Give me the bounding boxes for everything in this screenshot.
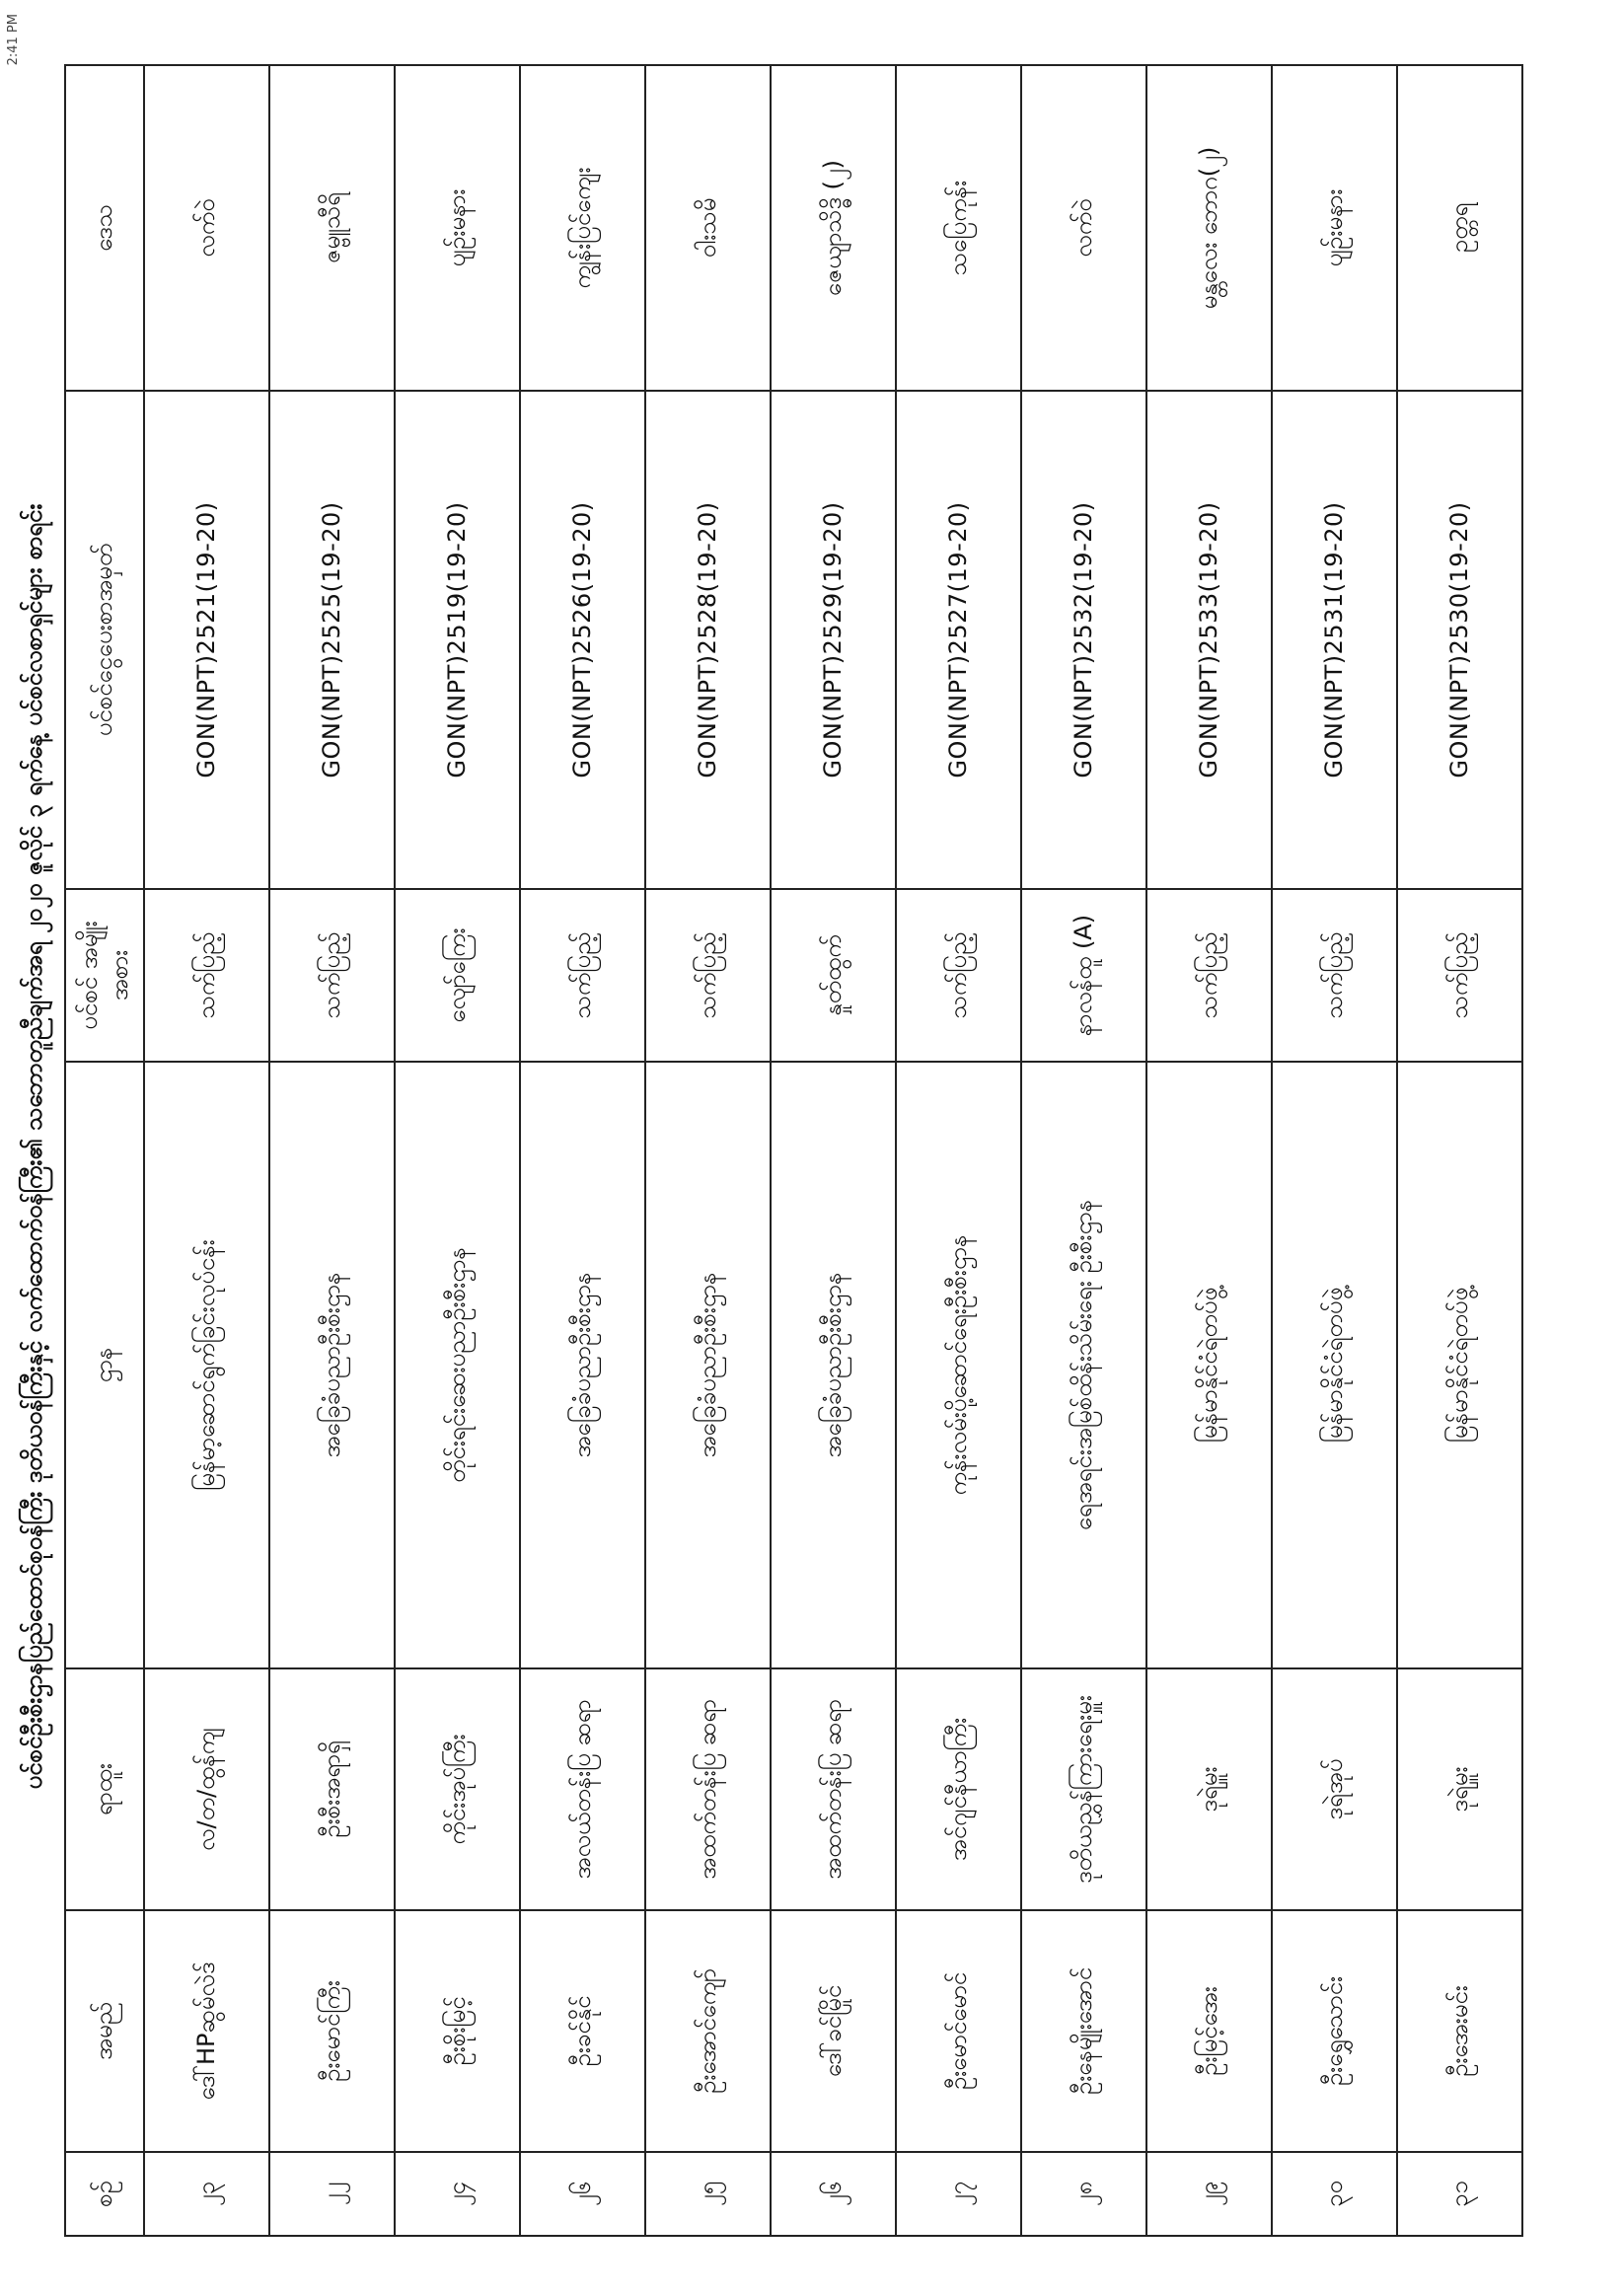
cell-pension-type: သက်ပြည့် xyxy=(269,889,395,1062)
cell-rank: အလယ်တန်းပြ ဆရာ xyxy=(520,1668,645,1910)
table-header-row xyxy=(65,65,144,2236)
pension-table xyxy=(64,64,1523,2237)
cell-rank: အထက်တန်းပြ ဆရာ xyxy=(771,1668,896,1910)
cell-no: ၂၆ xyxy=(520,2152,645,2236)
cell-order-no: GON(NPT)2526(19-20) xyxy=(520,391,645,889)
header-rank: ရာထူး xyxy=(65,1668,144,1910)
header-pension-type: ပင်စင် အမျိုးအစား xyxy=(65,889,144,1062)
header-no: စဉ် xyxy=(65,2152,144,2236)
cell-order-no: GON(NPT)2532(19-20) xyxy=(1021,391,1146,889)
cell-dept: တိုင်းရင်းဆေးပညာဦးစီးဌာန xyxy=(395,1062,520,1668)
table-row xyxy=(144,65,269,2236)
cell-dept: မြန်မာနိုင်ငံရဲတပ်ဖွဲ့ xyxy=(1272,1062,1397,1668)
cell-no: ၂၉ xyxy=(1146,2152,1272,2236)
cell-name: ဦးမောင်ကြီး xyxy=(269,1910,395,2152)
table-row xyxy=(269,65,395,2236)
cell-dept: မြန်မာနိုင်ငံရဲတပ်ဖွဲ့ xyxy=(1397,1062,1522,1668)
cell-rank: လ/တ/ထွန်ကျ xyxy=(144,1668,269,1910)
cell-pension-type: သက်ပြည့် xyxy=(144,889,269,1062)
cell-dept: မြန်မာနိုင်ငံရဲတပ်ဖွဲ့ xyxy=(1146,1062,1272,1668)
cell-order-no: GON(NPT)2527(19-20) xyxy=(896,391,1021,889)
cell-order-no: GON(NPT)2530(19-20) xyxy=(1397,391,1522,889)
cell-dept: အခြေခံပညာဦးစီးဌာန xyxy=(520,1062,645,1668)
cell-name: ဦးအောင်ကျော် xyxy=(645,1910,771,2152)
cell-order-no: GON(NPT)2521(19-20) xyxy=(144,391,269,889)
cell-no: ၂၇ xyxy=(896,2152,1021,2236)
cell-rank: ဒုတိယညွှန်ကြားရေးမှူး xyxy=(1021,1668,1146,1910)
table-row xyxy=(1397,65,1522,2236)
print-timestamp: 2:41 PM xyxy=(6,14,21,66)
cell-name: ဒေါ်ခင်မြိုင် xyxy=(771,1910,896,2152)
cell-name: ဒေါ်HPဆွမ်လဲဒ် xyxy=(144,1910,269,2152)
cell-name: ဦးမောင်မောင် xyxy=(896,1910,1021,2152)
cell-dept: ရေအရင်းအမြစ်ထိန်းသိမ်းရေး ဦးစီးဌာန xyxy=(1021,1062,1146,1668)
cell-rank: ဒုရဲမှူး xyxy=(1146,1668,1272,1910)
cell-pension-type: သက်ပြည့် xyxy=(1146,889,1272,1062)
cell-pension-type: သက်ပြည့် xyxy=(645,889,771,1062)
cell-dept: မြန်မာ့ဆောင်ရွက်ခြင်းလုပ်ငန်း xyxy=(144,1062,269,1668)
cell-township: လက်ဝဲ xyxy=(1021,65,1146,391)
cell-dept: အခြေခံပညာဦးစီးဌာန xyxy=(645,1062,771,1668)
cell-name: ဦးအေးမင်း xyxy=(1397,1910,1522,2152)
cell-rank: ဦးစီးအရာရှိ xyxy=(269,1668,395,1910)
cell-township: ဥတ္တရ xyxy=(1397,65,1522,391)
cell-name: ဦးစိုးမြင့် xyxy=(395,1910,520,2152)
table-row xyxy=(395,65,520,2236)
cell-name: ဦးမြင့်အေး xyxy=(1146,1910,1272,2152)
table-row xyxy=(771,65,896,2236)
cell-township: လက်ဝဲ xyxy=(144,65,269,391)
cell-no: ၂၂ xyxy=(269,2152,395,2236)
cell-no: ၂၃ xyxy=(144,2152,269,2236)
cell-township: ပျဉ်းမနား xyxy=(1272,65,1397,391)
cell-rank: အထက်တန်းပြ ဆရာ xyxy=(645,1668,771,1910)
cell-township: မန္တလေး ဘောဂ(၂) xyxy=(1146,65,1272,391)
cell-no: ၂၈ xyxy=(1021,2152,1146,2236)
cell-order-no: GON(NPT)2533(19-20) xyxy=(1146,391,1272,889)
cell-rank: ဒုရဲအုပ် xyxy=(1272,1668,1397,1910)
document-title: ပင်စင်ဦးစီးဌာနပြည်ထောင်စုဝန်ကြီး ဒုတိယဝန်ကြီးနှင့် လက်ထောက်ဝန်ကြီး၏ သဘောတူညီချက်အရ ၂၀၂၀ ဇူလိုင် ၃ ရက်နေ့ ပင်စင်လစာရှင်များ စာရင်း xyxy=(20,503,47,1790)
table-row xyxy=(520,65,645,2236)
cell-name: ဦးနေမျိုးအောင် xyxy=(1021,1910,1146,2152)
cell-pension-type: သက်ပြည့် xyxy=(1397,889,1522,1062)
cell-name: ဦးရွှေသောင်း xyxy=(1272,1910,1397,2152)
cell-pension-type: နှုတ်ထွက် xyxy=(771,889,896,1062)
cell-order-no: GON(NPT)2529(19-20) xyxy=(771,391,896,889)
table-row xyxy=(1021,65,1146,2236)
cell-township: ပျဉ်းမနား xyxy=(395,65,520,391)
cell-pension-type: သက်ပြည့် xyxy=(520,889,645,1062)
cell-no: ၂၆ xyxy=(771,2152,896,2236)
cell-name: ဦးခင်နိုင် xyxy=(520,1910,645,2152)
header-order-no: ပင်စင်ငွေပေးစာအမှတ် xyxy=(65,391,144,889)
cell-pension-type: လျော်ကြေး xyxy=(395,889,520,1062)
cell-no: ၃၁ xyxy=(1397,2152,1522,2236)
cell-no: ၂၅ xyxy=(645,2152,771,2236)
cell-rank: အင်ဂျင်နီယာကြီး xyxy=(896,1668,1021,1910)
cell-rank: ဒုရဲမှူး xyxy=(1397,1668,1522,1910)
header-name: အမည် xyxy=(65,1910,144,2152)
table-row xyxy=(1146,65,1272,2236)
cell-dept: အခြေခံပညာဦးစီးဌာန xyxy=(771,1062,896,1668)
cell-pension-type: သက်ပြည့် xyxy=(896,889,1021,1062)
header-township: ဒေသ xyxy=(65,65,144,391)
cell-township: ကျွန်းပြင်ကျေး xyxy=(520,65,645,391)
cell-order-no: GON(NPT)2531(19-20) xyxy=(1272,391,1397,889)
cell-dept: အခြေခံပညာဦးစီးဌာန xyxy=(269,1062,395,1668)
cell-township: သပြေကုန်း xyxy=(896,65,1021,391)
cell-dept: ကုန်းလမ်းပို့ဆောင်ရေးဦးစီးဌာန xyxy=(896,1062,1021,1668)
cell-order-no: GON(NPT)2528(19-20) xyxy=(645,391,771,889)
header-dept: ဌာန xyxy=(65,1062,144,1668)
cell-no: ၃၀ xyxy=(1272,2152,1397,2236)
cell-order-no: GON(NPT)2525(19-20) xyxy=(269,391,395,889)
table-row xyxy=(645,65,771,2236)
cell-pension-type: သက်ပြည့် xyxy=(1272,889,1397,1062)
cell-order-no: GON(NPT)2519(19-20) xyxy=(395,391,520,889)
cell-no: ၂၄ xyxy=(395,2152,520,2236)
cell-township: ဇေယျာသိဒ္ဓိ (၂) xyxy=(771,65,896,391)
cell-township: ဝါးသမိ xyxy=(645,65,771,391)
table-row xyxy=(896,65,1021,2236)
cell-pension-type: နာလန်ထူ (A) xyxy=(1021,889,1146,1062)
cell-rank: ကိုင်းအုပ်ကြီး xyxy=(395,1668,520,1910)
table-row xyxy=(1272,65,1397,2236)
cell-township: ဇမ္ဗူသီရိ xyxy=(269,65,395,391)
